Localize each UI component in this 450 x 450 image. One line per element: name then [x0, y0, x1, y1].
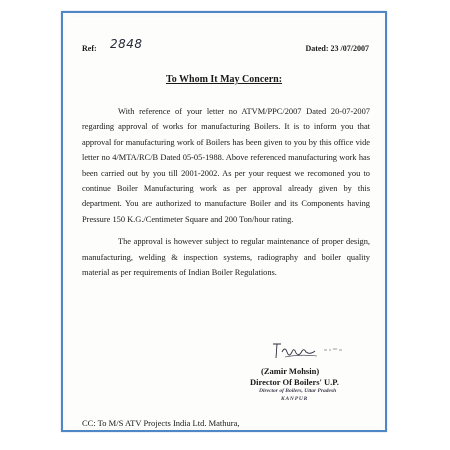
body-paragraph-1: With reference of your letter no ATVM/PPC/2007 Dated 20-07-2007 regarding approval of works for manufacturing Boilers. It is to inform you that approval for manufacturing work of Boilers has been given to you by this office vide letter no 4/MTA/RC/B Dated 05-05-1988. Above referenced manufacturing work has been carried out by you till 2001-2002. As per your request we recomoned you to continue Boiler Manufacturing work as per approval already given by this department. You are authorized to manufacture Boiler and its Components having Pressure 150 K.G./Centimeter Square and 200 Ton/hour rating. — [82, 107, 370, 224]
body-paragraph-2: The approval is however subject to regular maintenance of proper design, manufacturing, welding & inspection systems, radiography and boiler quality material as per requirements of Indian Boiler Regulations. — [82, 237, 370, 278]
cc-line: CC: To M/S ATV Projects India Ltd. Mathura, — [82, 418, 240, 428]
handwritten-signature — [269, 340, 349, 364]
signatory-name: (Zamir Mohsin) — [261, 366, 320, 376]
reference-row — [82, 39, 369, 57]
letter-page — [67, 17, 381, 426]
document-frame — [61, 11, 387, 432]
seal-designation: Director of Boilers, Uttar Pradesh — [259, 388, 337, 394]
signature-block — [249, 344, 379, 406]
seal-city: KANPUR — [281, 396, 309, 402]
reference-number: 2848 — [110, 37, 143, 51]
letter-date: Dated: 23 /07/2007 — [305, 44, 369, 53]
signatory-title: Director Of Boilers' U.P. — [250, 377, 339, 387]
letter-title-text: To Whom It May Concern: — [165, 74, 283, 85]
letter-title — [67, 74, 381, 85]
letter-body — [82, 104, 370, 280]
reference-label: Ref: — [82, 44, 97, 53]
